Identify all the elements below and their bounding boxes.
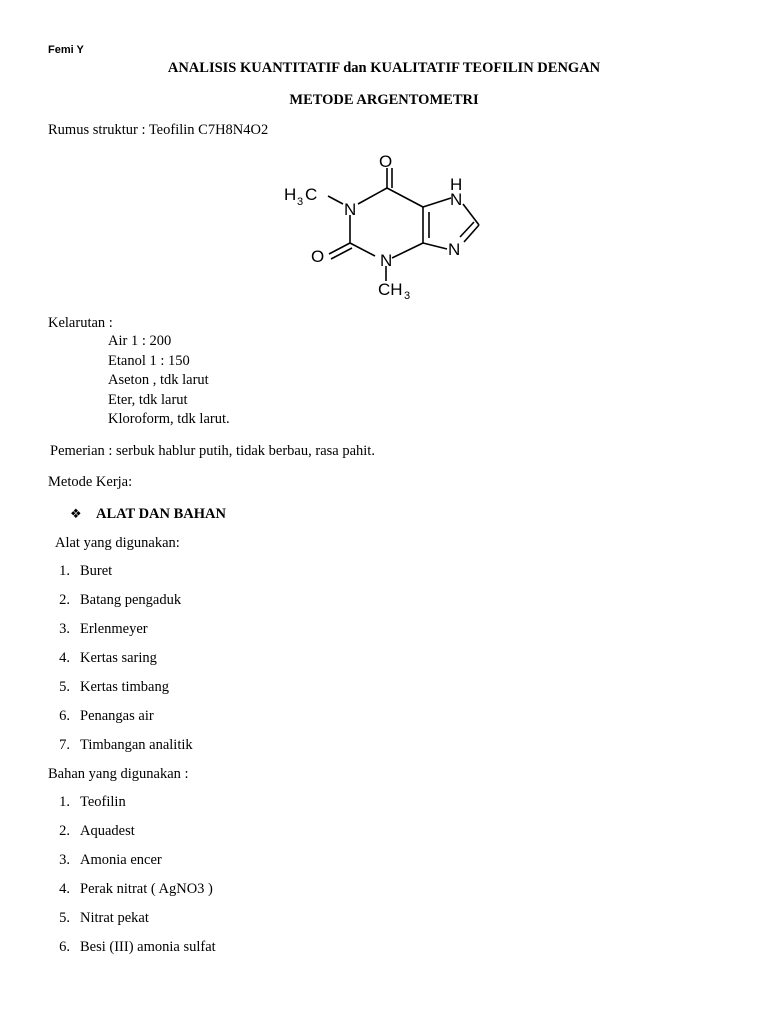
list-number: 3.	[59, 621, 70, 637]
list-number: 4.	[59, 881, 70, 897]
bahan-item	[46, 881, 213, 898]
kelarutan-item-text: Aseton , tdk larut	[108, 372, 209, 388]
bahan-label: Bahan yang digunakan :	[48, 766, 189, 782]
bond-c4-n3	[392, 243, 423, 258]
bahan-item	[46, 939, 216, 956]
alat-item-text: Buret	[80, 563, 113, 579]
alat-label: Alat yang digunakan:	[55, 535, 180, 551]
bahan-item	[46, 794, 126, 811]
alat-item-text: Kertas saring	[80, 650, 157, 666]
section-heading-alat-bahan	[70, 506, 226, 523]
alat-item-text: Batang pengaduk	[80, 592, 182, 608]
bond-c5-n7	[423, 198, 451, 207]
bahan-item-text: Perak nitrat ( AgNO3 )	[80, 881, 213, 897]
alat-item-text: Penangas air	[80, 708, 154, 724]
kelarutan-item-text: Kloroform, tdk larut.	[108, 411, 230, 427]
bond-n1-c6	[358, 188, 387, 204]
author-name: Femi Y	[48, 44, 84, 56]
bahan-item-text: Amonia encer	[80, 852, 162, 868]
kelarutan-item-text: Air 1 : 200	[108, 333, 172, 349]
bond-c8-n9-a	[464, 225, 479, 242]
kelarutan-label: Kelarutan :	[48, 315, 113, 331]
kelarutan-item	[92, 411, 230, 428]
bond-c2-o-a	[329, 243, 350, 254]
kelarutan-item	[92, 372, 209, 389]
alat-item	[46, 708, 154, 725]
alat-item	[46, 679, 169, 696]
list-number: 2.	[59, 592, 70, 608]
methyl-h: H	[284, 185, 297, 204]
bond-c6-c5	[387, 188, 423, 207]
list-number: 1.	[59, 563, 70, 579]
bahan-item-text: Nitrat pekat	[80, 910, 149, 926]
list-number: 1.	[59, 794, 70, 810]
alat-item-text: Timbangan analitik	[80, 737, 193, 753]
list-number: 3.	[59, 852, 70, 868]
bahan-item-text: Aquadest	[80, 823, 135, 839]
bond-n7-c8	[463, 204, 479, 225]
bond-c4-n9	[423, 243, 447, 249]
list-number: 2.	[59, 823, 70, 839]
kelarutan-item-text: Etanol 1 : 150	[108, 352, 190, 369]
kelarutan-item-text: Eter, tdk larut	[108, 391, 188, 408]
theophylline-structure	[270, 145, 500, 305]
atom-o-left: O	[311, 247, 325, 266]
list-number: 4.	[59, 650, 70, 666]
alat-item	[46, 563, 112, 580]
bahan-item-text: Besi (III) amonia sulfat	[80, 939, 216, 955]
list-number: 5.	[59, 679, 70, 695]
alat-item	[46, 592, 181, 609]
kelarutan-item	[92, 353, 190, 370]
formula-label: Rumus struktur : Teofilin C7H8N4O2	[48, 122, 269, 138]
methyl-bottom-ch: CH	[378, 280, 403, 299]
atom-n9: N	[448, 240, 461, 259]
metode-label: Metode Kerja:	[48, 474, 133, 490]
pemerian-text: Pemerian : serbuk hablur putih, tidak berbau, rasa pahit.	[50, 443, 375, 459]
document-title-line-1: ANALISIS KUANTITATIF dan KUALITATIF TEOFILIN DENGAN	[167, 60, 601, 76]
kelarutan-item	[92, 392, 188, 409]
alat-item-text: Erlenmeyer	[80, 621, 148, 637]
list-number: 7.	[59, 737, 70, 753]
methyl-bottom-subscript: 3	[404, 290, 411, 302]
document-title-line-2: METODE ARGENTOMETRI	[289, 92, 479, 108]
bond-methyl-n1	[328, 196, 343, 204]
bond-c2-n3	[350, 243, 375, 256]
methyl-subscript: 3	[297, 196, 304, 208]
section-title: ALAT DAN BAHAN	[96, 506, 226, 522]
bond-c2-o-b	[331, 248, 352, 259]
atom-n3: N	[380, 251, 393, 270]
atom-h: H	[450, 175, 463, 194]
list-number: 6.	[59, 708, 70, 724]
list-number: 6.	[59, 939, 70, 955]
bahan-item-text: Teofilin	[80, 794, 126, 810]
bahan-item	[46, 823, 135, 840]
bahan-item	[46, 852, 162, 869]
list-number: 5.	[59, 910, 70, 926]
bahan-item	[46, 910, 149, 927]
atom-o-top: O	[379, 152, 393, 171]
alat-item	[46, 621, 148, 638]
atom-n1: N	[344, 200, 357, 219]
diamond-bullet-icon: ❖	[70, 507, 82, 522]
alat-item	[46, 737, 193, 754]
alat-item-text: Kertas timbang	[80, 679, 169, 695]
alat-item	[46, 650, 157, 667]
bond-c8-n9-b	[460, 222, 474, 237]
methyl-c: C	[305, 185, 318, 204]
kelarutan-item	[92, 333, 171, 350]
atom-n7: N	[450, 190, 463, 209]
